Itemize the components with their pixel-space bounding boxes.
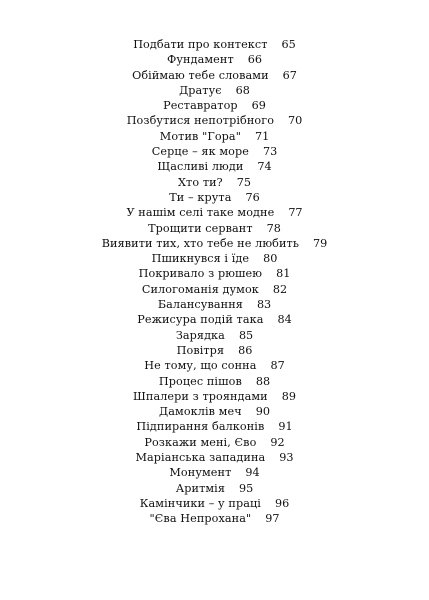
toc-entry-title: У нашім селі таке модне <box>126 206 275 220</box>
toc-entry-title: Аритмія <box>175 481 226 495</box>
toc-entry-page-number: 88 <box>255 374 271 388</box>
toc-entry <box>0 496 429 511</box>
toc-entry-page-number: 69 <box>251 99 266 113</box>
toc-entry-page-number: 84 <box>277 313 292 327</box>
toc-entry <box>0 435 429 450</box>
toc-entry-title: Зарядка <box>175 328 225 342</box>
toc-entry-title: Підпирання балконів <box>136 420 265 434</box>
toc-entry-page-number: 90 <box>255 405 270 419</box>
toc-entry <box>0 221 429 236</box>
toc-entry <box>0 83 429 98</box>
toc-entry-title: Виявити тих, хто тебе не любить <box>101 236 300 250</box>
toc-entry-page-number: 91 <box>278 420 293 434</box>
toc-entry-page-number: 86 <box>238 343 253 357</box>
toc-entry-page-number: 77 <box>288 206 303 220</box>
toc-entry <box>0 190 429 205</box>
toc-entry-page-number: 75 <box>236 175 252 189</box>
toc-entry <box>0 68 429 83</box>
toc-entry <box>0 144 429 159</box>
toc-entry-page-number: 93 <box>279 451 294 465</box>
toc-entry-title: Реставратор <box>163 99 238 113</box>
toc-entry <box>0 175 429 190</box>
toc-entry-page-number: 65 <box>281 38 296 51</box>
toc-entry <box>0 419 429 434</box>
toc-entry-title: Маріанська западина <box>135 451 266 465</box>
toc-entry-title: Мотив "Гора" <box>159 129 241 143</box>
toc-entry <box>0 297 429 312</box>
toc-entry-title: Розкажи мені, Єво <box>144 435 257 449</box>
toc-entry-title: Дамоклів меч <box>159 405 242 419</box>
toc-entry <box>0 312 429 327</box>
toc-entry <box>0 236 429 251</box>
toc-entry <box>0 159 429 174</box>
toc-entry-page-number: 89 <box>281 389 296 403</box>
toc-entry <box>0 404 429 419</box>
toc-entry-title: Повітря <box>176 343 225 357</box>
toc-entry-title: Трощити сервант <box>148 221 253 235</box>
toc-entry-title: Подбати про контекст <box>133 38 268 51</box>
toc-entry-page-number: 71 <box>254 129 270 143</box>
toc-entry-title: Камінчики – у праці <box>139 496 261 510</box>
toc-entry-title: Покривало з рюшею <box>138 267 263 281</box>
toc-entry <box>0 511 429 526</box>
toc-entry <box>0 343 429 358</box>
toc-entry <box>0 52 429 67</box>
toc-entry-page-number: 83 <box>256 298 272 312</box>
toc-entry <box>0 389 429 404</box>
toc-entry-page-number: 97 <box>265 512 280 526</box>
toc-entry-title: Режисура подій така <box>137 313 264 327</box>
toc-entry-title: "Єва Непрохана" <box>149 512 252 526</box>
toc-entry-page-number: 85 <box>238 328 254 342</box>
toc-entry <box>0 328 429 343</box>
toc-entry-title: Щасливі люди <box>157 160 244 174</box>
toc-entry-title: Позбутися непотрібного <box>126 114 275 128</box>
toc-entry-page-number: 94 <box>245 466 260 480</box>
toc-entry-title: Пшикнувся і їде <box>151 252 250 266</box>
toc-entry <box>0 374 429 389</box>
toc-entry-page-number: 78 <box>266 221 281 235</box>
toc-entry-title: Балансування <box>157 298 243 312</box>
toc-entry <box>0 465 429 480</box>
toc-entry <box>0 98 429 113</box>
toc-entry <box>0 481 429 496</box>
toc-entry-title: Дратує <box>179 83 222 97</box>
toc-entry-title: Шпалери з трояндами <box>133 389 268 403</box>
toc-entry-page-number: 87 <box>270 359 285 373</box>
toc-entry-title: Монумент <box>169 466 232 480</box>
toc-entry-page-number: 95 <box>239 481 254 495</box>
toc-entry-title: Силогоманія думок <box>141 282 259 296</box>
toc-entry-title: Процес пішов <box>158 374 242 388</box>
toc-entry-page-number: 67 <box>282 68 297 82</box>
toc-entry <box>0 450 429 465</box>
toc-entry <box>0 113 429 128</box>
toc-entry <box>0 129 429 144</box>
toc-entry-title: Обіймаю тебе словами <box>132 68 269 82</box>
toc-entry-title: Ти – крута <box>169 190 232 204</box>
toc-entry-title: Фундамент <box>166 53 234 67</box>
toc-entry <box>0 37 429 52</box>
toc-entry-page-number: 80 <box>263 252 278 266</box>
toc-entry-page-number: 70 <box>288 114 303 128</box>
toc-entry-page-number: 96 <box>274 496 290 510</box>
toc-entry <box>0 205 429 220</box>
toc-entry <box>0 251 429 266</box>
toc-entry-page-number: 74 <box>257 160 272 174</box>
toc-entry-page-number: 66 <box>247 53 262 67</box>
toc-entry <box>0 266 429 281</box>
toc-entry-page-number: 73 <box>262 145 278 159</box>
toc-entry-title: Серце – як море <box>151 145 249 159</box>
table-of-contents <box>0 37 429 527</box>
toc-entry <box>0 282 429 297</box>
toc-entry-page-number: 68 <box>235 83 250 97</box>
toc-entry-page-number: 81 <box>276 267 291 281</box>
toc-entry-page-number: 76 <box>245 190 260 204</box>
toc-entry-title: Не тому, що сонна <box>144 359 257 373</box>
toc-entry-page-number: 92 <box>270 435 285 449</box>
toc-entry <box>0 358 429 373</box>
toc-entry-title: Хто ти? <box>177 175 223 189</box>
toc-entry-page-number: 82 <box>272 282 288 296</box>
toc-entry-page-number: 79 <box>313 236 328 250</box>
